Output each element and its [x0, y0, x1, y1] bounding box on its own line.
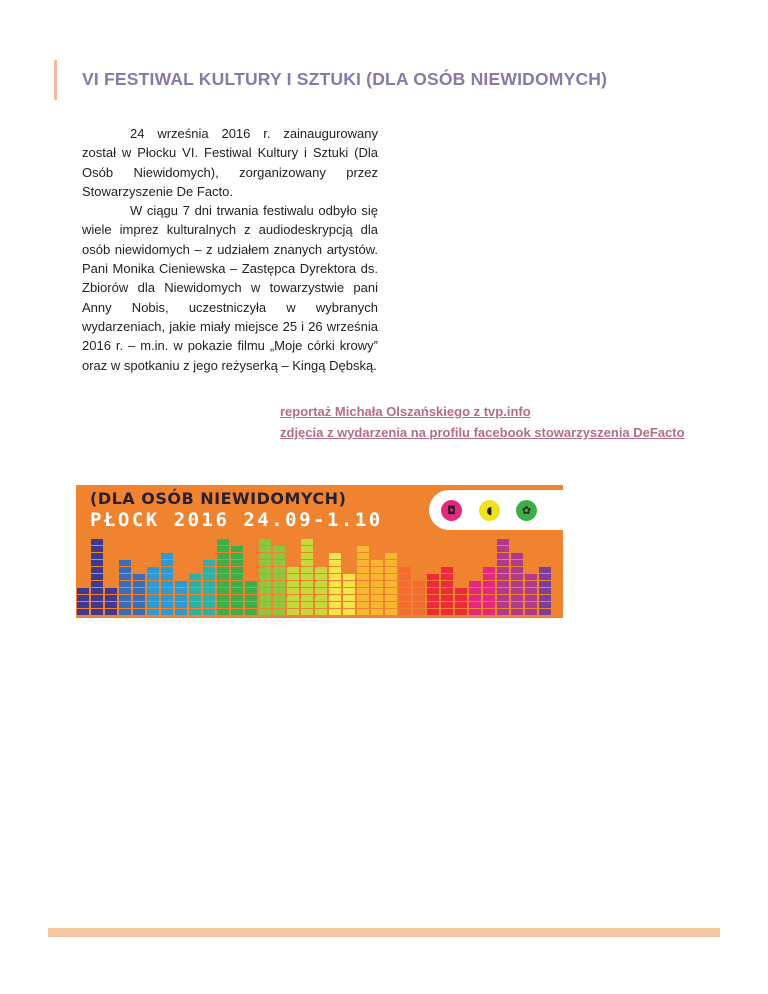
equalizer-segment	[119, 609, 131, 615]
equalizer-segment	[413, 595, 425, 601]
equalizer-segment	[525, 581, 537, 587]
equalizer-segment	[217, 588, 229, 594]
equalizer-segment	[175, 595, 187, 601]
equalizer-segment	[357, 588, 369, 594]
equalizer-segment	[497, 588, 509, 594]
festival-banner	[76, 485, 563, 618]
equalizer-segment	[315, 567, 327, 573]
camera-icon: ◘	[441, 500, 462, 521]
equalizer-segment	[273, 574, 285, 580]
equalizer-segment	[497, 567, 509, 573]
equalizer-segment	[511, 581, 523, 587]
equalizer-segment	[525, 588, 537, 594]
equalizer-segment	[441, 602, 453, 608]
equalizer-segment	[399, 574, 411, 580]
equalizer-segment	[343, 609, 355, 615]
equalizer-segment	[287, 602, 299, 608]
equalizer-segment	[385, 602, 397, 608]
equalizer-segment	[441, 574, 453, 580]
equalizer-segment	[413, 609, 425, 615]
equalizer-segment	[91, 595, 103, 601]
equalizer-segment	[329, 588, 341, 594]
equalizer-segment	[259, 560, 271, 566]
equalizer-segment	[329, 553, 341, 559]
equalizer-segment	[301, 574, 313, 580]
equalizer-segment	[357, 567, 369, 573]
equalizer-segment	[231, 609, 243, 615]
equalizer-segment	[133, 609, 145, 615]
equalizer-segment	[427, 588, 439, 594]
equalizer-segment	[399, 602, 411, 608]
equalizer-segment	[259, 595, 271, 601]
equalizer-segment	[455, 602, 467, 608]
equalizer-segment	[385, 567, 397, 573]
equalizer-segment	[133, 595, 145, 601]
equalizer-segment	[203, 574, 215, 580]
equalizer-segment	[91, 567, 103, 573]
equalizer-segment	[385, 609, 397, 615]
equalizer-segment	[259, 546, 271, 552]
equalizer-segment	[119, 581, 131, 587]
equalizer-segment	[469, 595, 481, 601]
equalizer-segment	[329, 581, 341, 587]
equalizer-segment	[483, 588, 495, 594]
equalizer-segment	[161, 553, 173, 559]
equalizer-segment	[329, 574, 341, 580]
equalizer-segment	[539, 602, 551, 608]
equalizer-segment	[371, 588, 383, 594]
equalizer-segment	[119, 595, 131, 601]
equalizer-segment	[273, 560, 285, 566]
equalizer-segment	[315, 609, 327, 615]
equalizer-segment	[91, 546, 103, 552]
equalizer-segment	[91, 602, 103, 608]
equalizer-segment	[441, 595, 453, 601]
equalizer-segment	[301, 588, 313, 594]
equalizer-segment	[441, 567, 453, 573]
equalizer-segment	[539, 581, 551, 587]
equalizer-segment	[329, 602, 341, 608]
equalizer-segment	[189, 588, 201, 594]
equalizer-segment	[315, 602, 327, 608]
equalizer-segment	[217, 553, 229, 559]
equalizer-segment	[161, 588, 173, 594]
equalizer-segment	[511, 588, 523, 594]
equalizer-segment	[497, 574, 509, 580]
equalizer-segment	[231, 560, 243, 566]
equalizer-segment	[203, 609, 215, 615]
equalizer-segment	[245, 581, 257, 587]
equalizer-segment	[301, 539, 313, 545]
equalizer-segment	[203, 560, 215, 566]
article-paragraph: W ciągu 7 dni trwania festiwalu odbyło się wiele imprez kulturalnych z audiodeskrypcją dla osób niewidomych – z udziałem znanych artystów. Pani Monika Cieniewska – Zastępca Dyrektora ds. Zbiorów dla Niewidomych w towarzystwie pani Anny Nobis, uczestniczyła w wybranych wydarzeniach, jakie miały miejsce 25 i 26 września 2016 r. – m.in. w pokazie filmu „Moje córki krowy” oraz w spotkaniu z jego reżyserką – Kingą Dębską.	[82, 203, 378, 373]
equalizer-segment	[371, 602, 383, 608]
equalizer-segment	[371, 609, 383, 615]
equalizer-segment	[91, 539, 103, 545]
equalizer-segment	[455, 595, 467, 601]
equalizer-segment	[329, 609, 341, 615]
equalizer-segment	[119, 588, 131, 594]
equalizer-segment	[175, 609, 187, 615]
equalizer-segment	[259, 567, 271, 573]
equalizer-segment	[91, 581, 103, 587]
equalizer-segment	[427, 602, 439, 608]
equalizer-segment	[357, 553, 369, 559]
equalizer-segment	[371, 581, 383, 587]
equalizer-segment	[175, 588, 187, 594]
equalizer-segment	[119, 602, 131, 608]
equalizer-segment	[189, 595, 201, 601]
equalizer-segment	[203, 602, 215, 608]
banner-city-dates: PŁOCK 2016 24.09-1.10	[90, 509, 383, 531]
equalizer-segment	[385, 553, 397, 559]
equalizer-segment	[385, 574, 397, 580]
equalizer-segment	[77, 609, 89, 615]
equalizer-segment	[231, 602, 243, 608]
equalizer-segment	[245, 602, 257, 608]
equalizer-segment	[273, 567, 285, 573]
equalizer-segment	[273, 581, 285, 587]
equalizer-segment	[301, 560, 313, 566]
equalizer-segment	[175, 581, 187, 587]
equalizer-segment	[259, 553, 271, 559]
equalizer-segment	[133, 581, 145, 587]
equalizer-segment	[273, 595, 285, 601]
equalizer-segment	[399, 595, 411, 601]
equalizer-segment	[119, 574, 131, 580]
equalizer-segment	[161, 609, 173, 615]
equalizer-segment	[287, 581, 299, 587]
title-accent-bar	[54, 60, 57, 100]
link-tvp-report[interactable]: reportaż Michała Olszańskiego z tvp.info	[280, 404, 531, 419]
equalizer-segment	[147, 602, 159, 608]
equalizer-segment	[147, 574, 159, 580]
equalizer-segment	[273, 553, 285, 559]
equalizer-segment	[161, 560, 173, 566]
equalizer-segment	[161, 581, 173, 587]
equalizer-segment	[259, 581, 271, 587]
equalizer-segment	[231, 567, 243, 573]
equalizer-segment	[301, 546, 313, 552]
equalizer-segment	[469, 609, 481, 615]
equalizer-segment	[287, 574, 299, 580]
equalizer-segment	[315, 595, 327, 601]
equalizer-segment	[455, 609, 467, 615]
equalizer-segment	[147, 609, 159, 615]
equalizer-segment	[273, 546, 285, 552]
equalizer-segment	[77, 588, 89, 594]
equalizer-segment	[217, 609, 229, 615]
equalizer-segment	[147, 567, 159, 573]
equalizer-segment	[371, 595, 383, 601]
equalizer-segment	[329, 560, 341, 566]
equalizer-segment	[217, 560, 229, 566]
equalizer-segment	[119, 567, 131, 573]
equalizer-segment	[231, 546, 243, 552]
equalizer-segment	[511, 553, 523, 559]
equalizer-segment	[91, 574, 103, 580]
equalizer-segment	[399, 581, 411, 587]
equalizer-segment	[231, 553, 243, 559]
equalizer-segment	[175, 602, 187, 608]
equalizer-segment	[91, 560, 103, 566]
equalizer-segment	[301, 609, 313, 615]
equalizer-segment	[287, 609, 299, 615]
equalizer-segment	[203, 581, 215, 587]
equalizer-segment	[497, 553, 509, 559]
equalizer-segment	[217, 567, 229, 573]
equalizer-segment	[511, 595, 523, 601]
equalizer-segment	[329, 595, 341, 601]
equalizer-segment	[483, 574, 495, 580]
equalizer-segment	[539, 567, 551, 573]
equalizer-segment	[315, 581, 327, 587]
equalizer-segment	[259, 574, 271, 580]
equalizer-segment	[105, 602, 117, 608]
equalizer-segment	[259, 609, 271, 615]
equalizer-segment	[357, 609, 369, 615]
equalizer-segment	[483, 602, 495, 608]
equalizer-segment	[427, 595, 439, 601]
equalizer-segment	[203, 588, 215, 594]
equalizer-segment	[105, 588, 117, 594]
equalizer-segment	[539, 588, 551, 594]
equalizer-segment	[273, 602, 285, 608]
equalizer-segment	[511, 602, 523, 608]
equalizer-segment	[91, 553, 103, 559]
equalizer-segment	[441, 588, 453, 594]
equalizer-segment	[77, 595, 89, 601]
equalizer-segment	[301, 567, 313, 573]
equalizer-segment	[357, 546, 369, 552]
equalizer-segment	[91, 609, 103, 615]
equalizer-segment	[203, 567, 215, 573]
equalizer-segment	[497, 546, 509, 552]
equalizer-segment	[301, 595, 313, 601]
equalizer-segment	[133, 574, 145, 580]
equalizer-segment	[203, 595, 215, 601]
equalizer-segment	[119, 560, 131, 566]
equalizer-segment	[343, 581, 355, 587]
equalizer-segment	[105, 609, 117, 615]
equalizer-segment	[357, 595, 369, 601]
equalizer-segment	[105, 595, 117, 601]
equalizer-segment	[147, 581, 159, 587]
equalizer-segment	[329, 567, 341, 573]
equalizer-segment	[371, 574, 383, 580]
equalizer-segment	[217, 539, 229, 545]
equalizer-segment	[357, 602, 369, 608]
equalizer-segment	[441, 609, 453, 615]
equalizer-segment	[399, 609, 411, 615]
equalizer-segment	[357, 560, 369, 566]
equalizer-segment	[511, 574, 523, 580]
equalizer-segment	[427, 581, 439, 587]
article-paragraph: 24 września 2016 r. zainaugurowany został w Płocku VI. Festiwal Kultury i Sztuki (Dla Osób Niewidomych), zorganizowany przez Stowarzyszenie De Facto.	[82, 126, 378, 199]
equalizer-segment	[231, 595, 243, 601]
equalizer-segment	[161, 574, 173, 580]
equalizer-segment	[385, 581, 397, 587]
equalizer-segment	[385, 588, 397, 594]
equalizer-segment	[315, 588, 327, 594]
equalizer-segment	[147, 595, 159, 601]
equalizer-segment	[385, 595, 397, 601]
equalizer-segment	[441, 581, 453, 587]
equalizer-segment	[287, 595, 299, 601]
equalizer-segment	[399, 567, 411, 573]
equalizer-segment	[399, 588, 411, 594]
equalizer-segment	[301, 602, 313, 608]
equalizer-segment	[483, 609, 495, 615]
equalizer-segment	[357, 574, 369, 580]
equalizer-segment	[343, 588, 355, 594]
equalizer-segment	[511, 560, 523, 566]
equalizer-segment	[427, 609, 439, 615]
equalizer-segment	[245, 588, 257, 594]
equalizer-segment	[427, 574, 439, 580]
equalizer-segment	[483, 595, 495, 601]
equalizer-segment	[413, 581, 425, 587]
equalizer-segment	[371, 560, 383, 566]
equalizer-segment	[231, 588, 243, 594]
equalizer-segment	[413, 588, 425, 594]
equalizer-segment	[287, 567, 299, 573]
equalizer-segment	[231, 574, 243, 580]
equalizer-segment	[273, 609, 285, 615]
equalizer-segment	[245, 609, 257, 615]
equalizer-segment	[497, 609, 509, 615]
equalizer-segment	[511, 567, 523, 573]
equalizer-segment	[287, 588, 299, 594]
equalizer-segment	[91, 588, 103, 594]
equalizer-segment	[231, 581, 243, 587]
equalizer-segment	[217, 546, 229, 552]
equalizer-segment	[217, 574, 229, 580]
audio-description-icon: ◖	[479, 500, 500, 521]
equalizer-segment	[301, 581, 313, 587]
equalizer-segment	[525, 609, 537, 615]
equalizer-segment	[189, 574, 201, 580]
equalizer-segment	[385, 560, 397, 566]
equalizer-segment	[259, 602, 271, 608]
equalizer-segment	[245, 595, 257, 601]
equalizer-segment	[525, 574, 537, 580]
equalizer-segment	[147, 588, 159, 594]
equalizer-segment	[217, 602, 229, 608]
equalizer-segment	[469, 588, 481, 594]
equalizer-segment	[539, 574, 551, 580]
equalizer-segment	[189, 581, 201, 587]
equalizer-segment	[455, 588, 467, 594]
equalizer-segment	[161, 602, 173, 608]
equalizer-segment	[133, 588, 145, 594]
equalizer-segment	[539, 609, 551, 615]
equalizer-segment	[343, 574, 355, 580]
equalizer-segment	[77, 602, 89, 608]
equalizer-segment	[189, 602, 201, 608]
equalizer-segment	[343, 595, 355, 601]
link-facebook-photos[interactable]: zdjęcia z wydarzenia na profilu facebook stowarzyszenia DeFacto	[280, 425, 685, 440]
equalizer-segment	[161, 567, 173, 573]
accessibility-icons	[429, 490, 563, 530]
links-list	[280, 401, 685, 443]
article-body	[82, 124, 378, 375]
equalizer-segment	[259, 588, 271, 594]
equalizer-segment	[343, 602, 355, 608]
banner-subtitle: (DLA OSÓB NIEWIDOMYCH)	[90, 489, 347, 508]
equalizer-segment	[161, 595, 173, 601]
equalizer-segment	[525, 595, 537, 601]
equalizer-segment	[483, 581, 495, 587]
equalizer-segment	[511, 609, 523, 615]
equalizer-segment	[525, 602, 537, 608]
equalizer-segment	[273, 588, 285, 594]
equalizer-segment	[497, 539, 509, 545]
equalizer-segment	[301, 553, 313, 559]
page-title: VI FESTIWAL KULTURY I SZTUKI (DLA OSÓB NIEWIDOMYCH)	[82, 69, 608, 89]
equalizer-segment	[497, 560, 509, 566]
equalizer-segment	[217, 595, 229, 601]
equalizer-segment	[497, 602, 509, 608]
equalizer-segment	[497, 595, 509, 601]
film-reel-icon: ✿	[516, 500, 537, 521]
equalizer-segment	[315, 574, 327, 580]
equalizer-segment	[469, 581, 481, 587]
equalizer-segment	[133, 602, 145, 608]
equalizer-segment	[497, 581, 509, 587]
equalizer-segment	[217, 581, 229, 587]
equalizer-segment	[357, 581, 369, 587]
equalizer-segment	[189, 609, 201, 615]
equalizer-segment	[371, 567, 383, 573]
footer-bar	[48, 928, 720, 937]
equalizer-segment	[539, 595, 551, 601]
equalizer-segment	[483, 567, 495, 573]
equalizer-segment	[259, 539, 271, 545]
equalizer-segment	[469, 602, 481, 608]
equalizer-segment	[413, 602, 425, 608]
